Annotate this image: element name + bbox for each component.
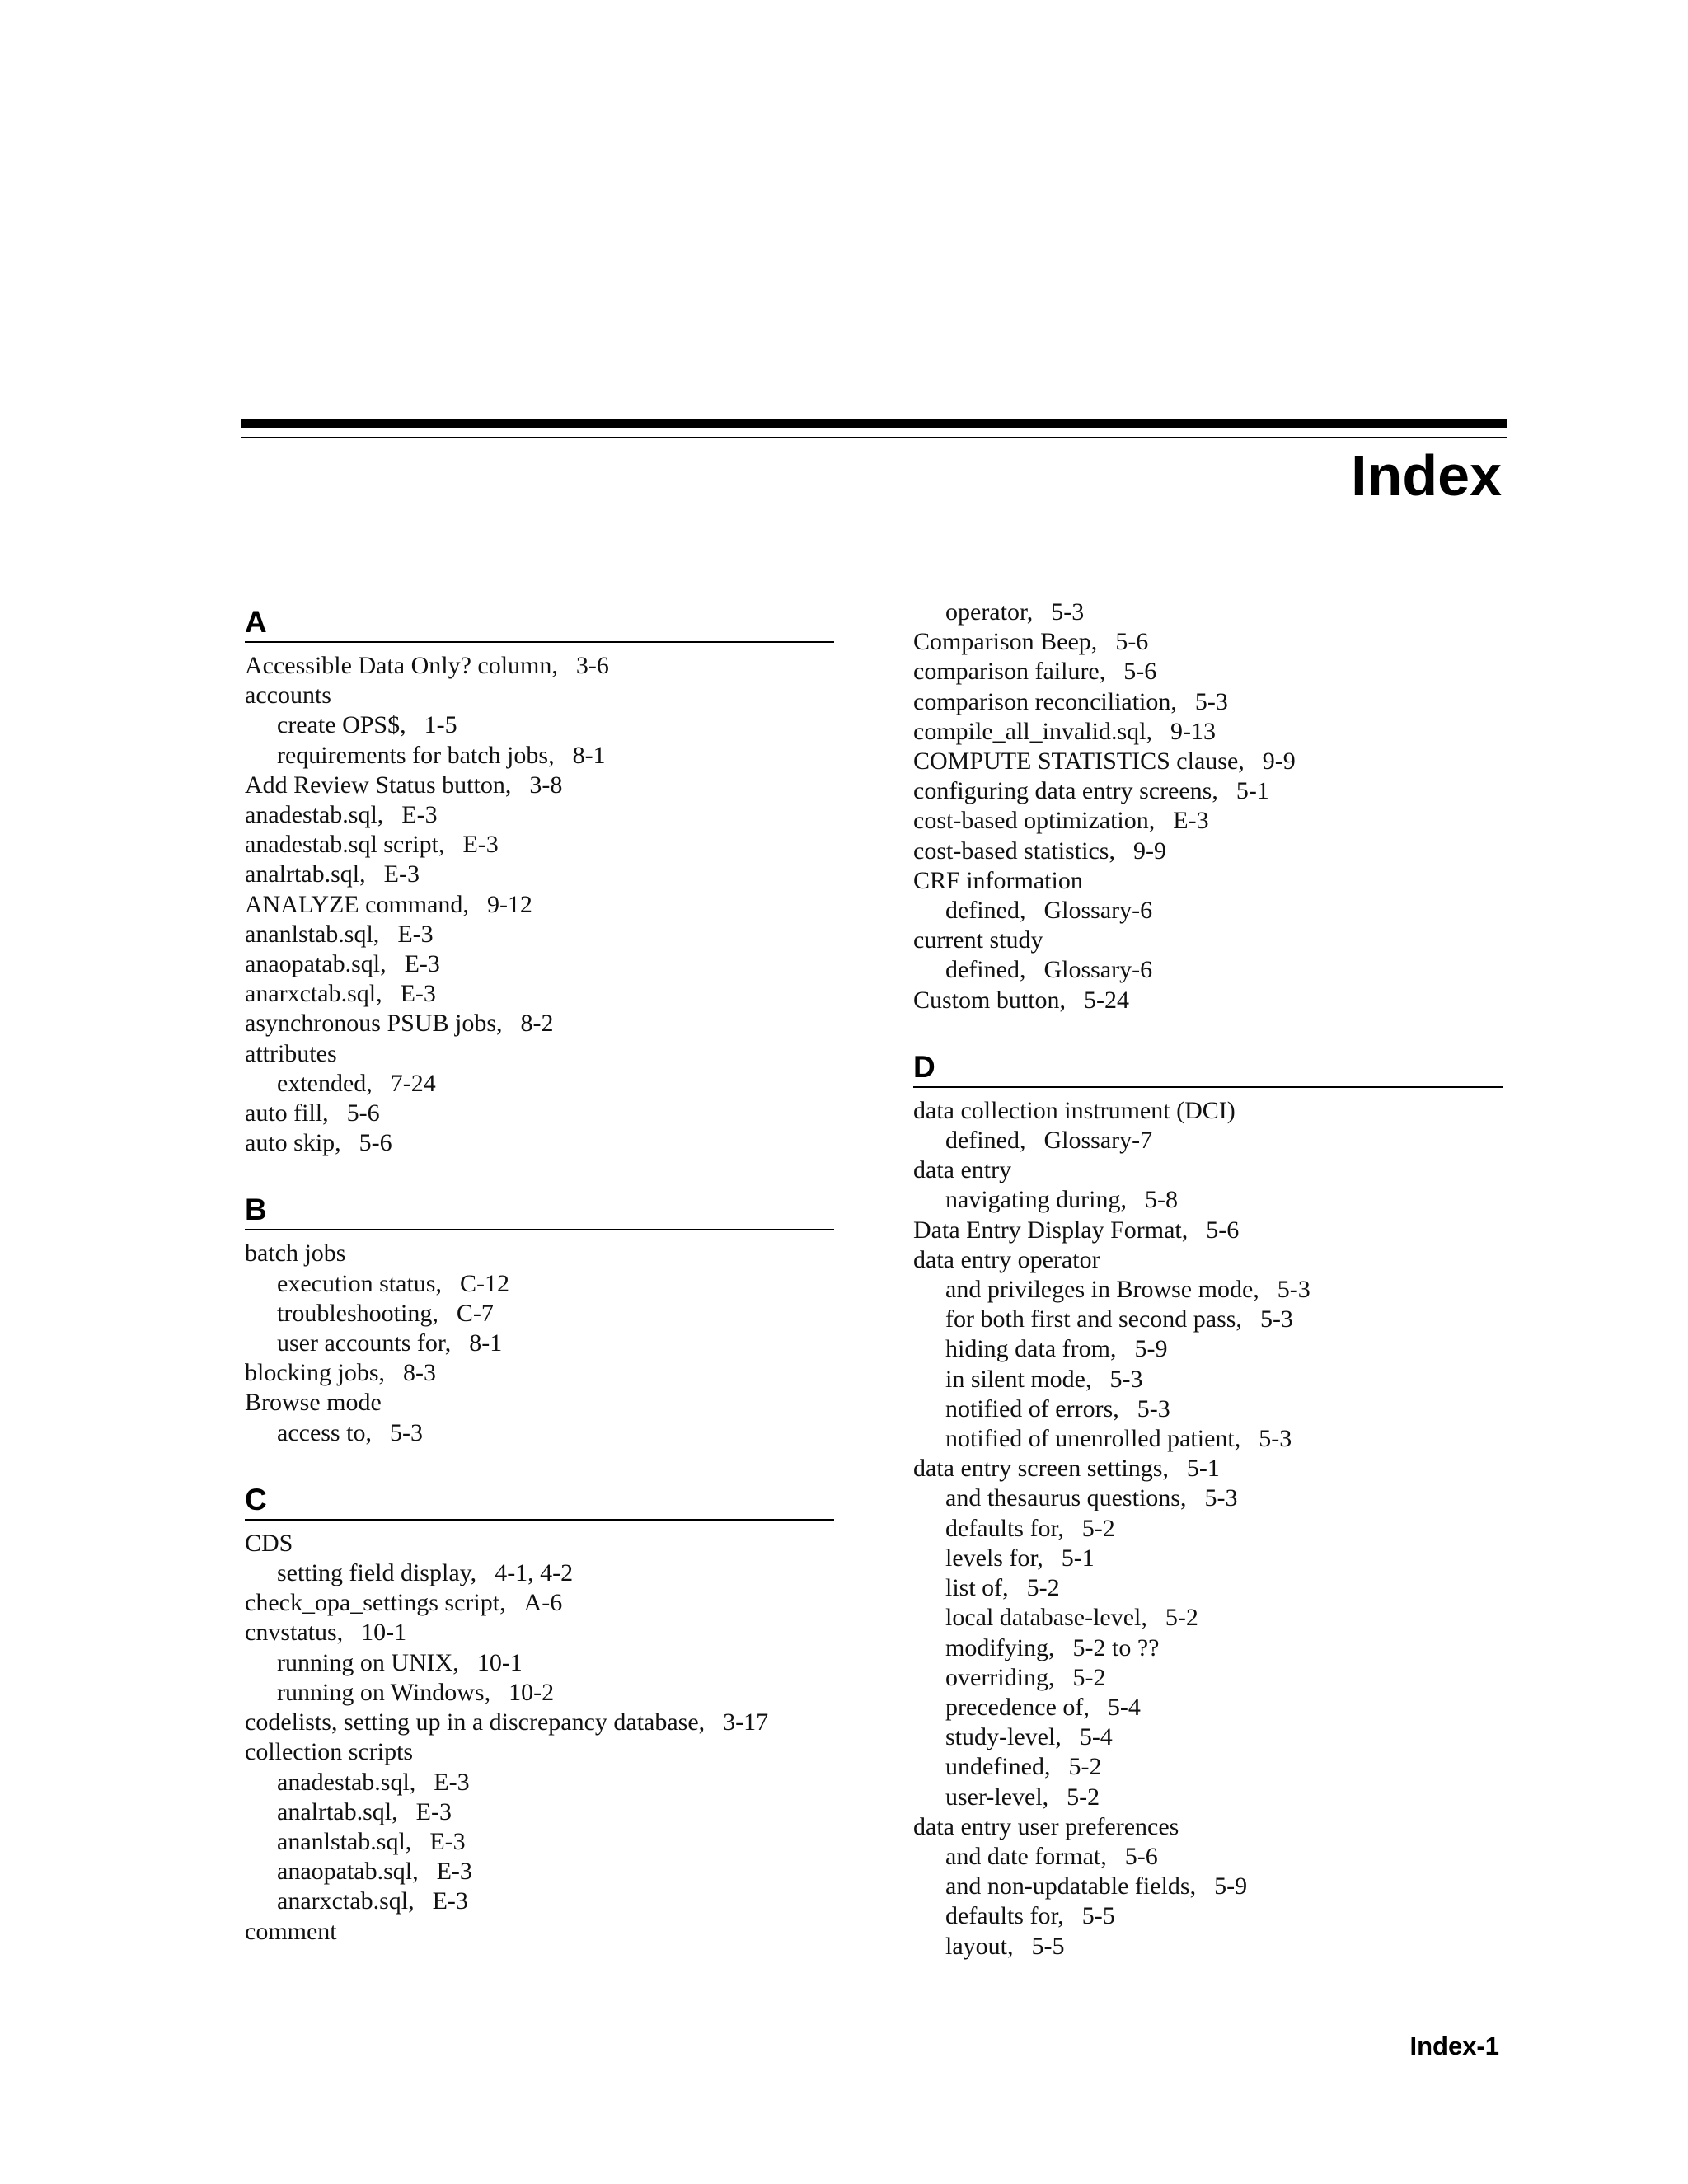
index-subentry (913, 1424, 1503, 1454)
index-entry (913, 1155, 1503, 1185)
index-term: data entry operator (913, 1245, 1100, 1273)
index-term: data collection instrument (DCI) (913, 1096, 1236, 1124)
index-entry (245, 651, 834, 681)
index-entry (913, 1216, 1503, 1245)
index-subentry (245, 1827, 834, 1857)
index-section-heading: D (913, 1043, 1503, 1088)
title-rule-thick (241, 419, 1507, 428)
index-entry (245, 771, 834, 800)
index-term: setting field display, (277, 1559, 477, 1587)
index-term: anarxctab.sql, (277, 1887, 415, 1915)
page-reference: 10-1 (361, 1619, 407, 1647)
page-reference: 5-8 (1144, 1186, 1178, 1214)
index-subentry (245, 1857, 834, 1886)
index-term: running on Windows, (277, 1678, 491, 1706)
index-entry (913, 806, 1503, 836)
index-term: Accessible Data Only? column, (245, 652, 558, 679)
index-subentry (913, 1483, 1503, 1513)
index-term: layout, (945, 1932, 1014, 1960)
index-section-heading: C (245, 1475, 834, 1521)
index-section-heading: A (245, 598, 834, 643)
index-term: codelists, setting up in a discrepancy database, (245, 1708, 706, 1736)
index-subentry (913, 1185, 1503, 1215)
index-term: accounts (245, 682, 331, 710)
index-term: study-level, (945, 1723, 1062, 1751)
index-entry (913, 687, 1503, 717)
index-term: analrtab.sql, (277, 1797, 398, 1825)
index-term: running on UNIX, (277, 1648, 459, 1676)
index-term: defined, (945, 897, 1026, 925)
index-term: comparison reconciliation, (913, 687, 1177, 715)
index-term: defined, (945, 956, 1026, 984)
page-reference: C-12 (459, 1269, 509, 1297)
index-subentry (913, 1842, 1503, 1872)
index-entry (245, 1917, 834, 1947)
index-term: anadestab.sql, (277, 1768, 416, 1796)
page-reference: 5-2 (1026, 1574, 1060, 1602)
index-column-right (913, 598, 1503, 1961)
index-term: undefined, (945, 1753, 1051, 1781)
index-term: list of, (945, 1574, 1009, 1602)
index-entry (245, 1388, 834, 1418)
index-term: precedence of, (945, 1693, 1090, 1721)
page-reference: 5-5 (1081, 1902, 1115, 1930)
page-reference: E-3 (404, 950, 440, 978)
page-reference: A-6 (523, 1589, 563, 1617)
page-reference: Glossary-6 (1043, 956, 1153, 984)
section-spacer (245, 1158, 834, 1185)
page-reference: 5-3 (1137, 1394, 1170, 1422)
page-reference: E-3 (383, 860, 420, 888)
page-reference: 9-13 (1170, 717, 1216, 745)
index-entry (245, 1099, 834, 1128)
index-term: defaults for, (945, 1514, 1064, 1542)
page-reference: 5-1 (1186, 1455, 1220, 1483)
index-subentry (245, 1768, 834, 1797)
index-entry (913, 986, 1503, 1015)
index-column-left (245, 598, 834, 1947)
index-term: data entry screen settings, (913, 1455, 1169, 1483)
page-reference: E-3 (436, 1858, 472, 1886)
index-term: and thesaurus questions, (945, 1484, 1187, 1512)
index-term: defaults for, (945, 1902, 1064, 1930)
index-term: cost-based optimization, (913, 807, 1156, 835)
index-entry (245, 1239, 834, 1268)
page-reference: 5-2 (1081, 1514, 1115, 1542)
page-reference: 5-2 (1067, 1783, 1100, 1811)
index-term: auto fill, (245, 1099, 329, 1127)
index-subentry (245, 1797, 834, 1827)
index-term: configuring data entry screens, (913, 777, 1218, 805)
page-reference: E-3 (462, 831, 499, 859)
section-spacer (245, 1448, 834, 1475)
index-term: notified of errors, (945, 1394, 1119, 1422)
index-term: comment (245, 1917, 337, 1945)
page-title: Index (1351, 443, 1502, 508)
index-subentry (913, 1872, 1503, 1901)
index-subentry (245, 1648, 834, 1678)
page-reference: 5-1 (1061, 1544, 1095, 1572)
index-entry (913, 926, 1503, 955)
page-reference: 5-3 (389, 1418, 423, 1446)
index-term: navigating during, (945, 1186, 1127, 1214)
index-subentry (245, 741, 834, 771)
index-entry (245, 1009, 834, 1038)
index-subentry (245, 1418, 834, 1448)
index-term: overriding, (945, 1663, 1055, 1691)
index-term: anadestab.sql, (245, 801, 384, 829)
index-term: data entry (913, 1156, 1012, 1184)
index-entry (913, 1245, 1503, 1275)
page-reference: 5-6 (1115, 628, 1149, 656)
page-reference: 5-9 (1134, 1335, 1168, 1363)
index-term: anadestab.sql script, (245, 831, 445, 859)
index-term: cost-based statistics, (913, 837, 1115, 865)
index-term: CDS (245, 1529, 293, 1557)
page-reference: 5-5 (1031, 1932, 1065, 1960)
page-reference: E-3 (401, 801, 438, 829)
index-term: create OPS$, (277, 711, 406, 739)
index-entry (245, 1708, 834, 1737)
index-term: user accounts for, (277, 1329, 452, 1357)
index-term: Comparison Beep, (913, 628, 1098, 656)
index-subentry (913, 1573, 1503, 1603)
page-reference: E-3 (400, 980, 436, 1008)
index-subentry (913, 1334, 1503, 1364)
index-entry (245, 1529, 834, 1558)
page-reference: 5-3 (1051, 598, 1085, 626)
index-term: defined, (945, 1127, 1026, 1155)
page-reference: E-3 (415, 1797, 452, 1825)
index-entry (913, 776, 1503, 806)
page-reference: 3-6 (575, 652, 609, 679)
index-subentry (245, 1299, 834, 1329)
title-rule-thin (241, 437, 1507, 438)
index-entry (245, 1128, 834, 1158)
index-entry (913, 837, 1503, 866)
index-entry (245, 890, 834, 920)
index-term: for both first and second pass, (945, 1305, 1242, 1333)
section-spacer (913, 1015, 1503, 1043)
page-reference: 5-3 (1259, 1425, 1292, 1453)
index-term: collection scripts (245, 1738, 414, 1766)
page-number: Index-1 (1409, 2032, 1499, 2060)
index-entry (913, 747, 1503, 776)
index-term: data entry user preferences (913, 1812, 1179, 1840)
index-term: current study (913, 926, 1043, 954)
page-reference: 1-5 (424, 711, 457, 739)
index-term: and privileges in Browse mode, (945, 1276, 1259, 1304)
index-subentry (913, 1603, 1503, 1633)
page-reference: 4-1, 4-2 (495, 1559, 574, 1587)
index-subentry (913, 1783, 1503, 1812)
page-reference: 10-1 (476, 1648, 523, 1676)
index-term: modifying, (945, 1633, 1055, 1661)
index-subentry (913, 1305, 1503, 1334)
page-reference: 5-6 (346, 1099, 380, 1127)
page-reference: 3-17 (723, 1708, 769, 1736)
page-reference: 7-24 (390, 1069, 436, 1097)
page-reference: 5-3 (1204, 1484, 1238, 1512)
index-term: ANALYZE command, (245, 890, 469, 918)
index-subentry (913, 1752, 1503, 1782)
page-reference: 5-6 (1124, 1842, 1158, 1870)
index-term: execution status, (277, 1269, 442, 1297)
index-subentry (913, 1394, 1503, 1424)
index-subentry (245, 1558, 834, 1588)
index-entry (245, 681, 834, 710)
index-term: asynchronous PSUB jobs, (245, 1010, 503, 1038)
index-entry (245, 920, 834, 949)
index-term: compile_all_invalid.sql, (913, 717, 1152, 745)
page-reference: 5-2 (1072, 1663, 1106, 1691)
page-reference: 5-9 (1214, 1872, 1248, 1900)
page-reference: 5-3 (1109, 1365, 1143, 1393)
index-entry (913, 717, 1503, 747)
page-reference: 5-1 (1236, 777, 1269, 805)
index-term: levels for, (945, 1544, 1043, 1572)
index-subentry (245, 1678, 834, 1708)
index-subentry (913, 1932, 1503, 1961)
page-reference: 8-1 (469, 1329, 503, 1357)
index-term: anaopatab.sql, (245, 950, 387, 978)
page-reference: E-3 (429, 1827, 466, 1855)
index-term: blocking jobs, (245, 1359, 385, 1387)
page-reference: Glossary-7 (1043, 1127, 1153, 1155)
index-entry (245, 800, 834, 830)
index-term: in silent mode, (945, 1365, 1092, 1393)
page-reference: 9-12 (486, 890, 532, 918)
index-term: local database-level, (945, 1604, 1147, 1632)
index-subentry (245, 1269, 834, 1299)
index-entry (245, 1737, 834, 1767)
index-term: Data Entry Display Format, (913, 1216, 1189, 1244)
index-section-heading: B (245, 1185, 834, 1230)
index-subentry (913, 1901, 1503, 1931)
index-term: notified of unenrolled patient, (945, 1425, 1241, 1453)
page-reference: 5-6 (359, 1129, 392, 1157)
index-entry (245, 949, 834, 979)
page-reference: 5-3 (1277, 1276, 1311, 1304)
index-term: operator, (945, 598, 1034, 626)
page-reference: 8-3 (403, 1359, 436, 1387)
index-subentry (245, 710, 834, 740)
page-reference: 5-2 to ?? (1072, 1633, 1160, 1661)
index-entry (913, 627, 1503, 657)
index-subentry (913, 1365, 1503, 1394)
index-entry (913, 866, 1503, 896)
index-entry (913, 1454, 1503, 1483)
index-subentry (245, 1886, 834, 1916)
page-reference: 5-4 (1079, 1723, 1113, 1751)
page-reference: Glossary-6 (1043, 897, 1153, 925)
page-reference: 9-9 (1262, 748, 1296, 776)
index-term: ananlstab.sql, (277, 1827, 412, 1855)
index-term: Browse mode (245, 1389, 382, 1417)
index-term: extended, (277, 1069, 373, 1097)
index-term: and non-updatable fields, (945, 1872, 1197, 1900)
index-subentry (913, 1663, 1503, 1693)
index-term: and date format, (945, 1842, 1107, 1870)
page-reference: 5-3 (1259, 1305, 1293, 1333)
index-term: Add Review Status button, (245, 771, 512, 799)
index-subentry (913, 1514, 1503, 1544)
index-term: batch jobs (245, 1240, 346, 1268)
index-term: CRF information (913, 866, 1083, 894)
page-reference: 5-4 (1107, 1693, 1141, 1721)
index-subentry (245, 1329, 834, 1358)
page-reference: 10-2 (509, 1678, 555, 1706)
index-term: user-level, (945, 1783, 1049, 1811)
index-entry (245, 1588, 834, 1618)
index-term: comparison failure, (913, 658, 1106, 686)
index-subentry (913, 1126, 1503, 1155)
index-term: requirements for batch jobs, (277, 741, 555, 769)
index-term: cnvstatus, (245, 1619, 344, 1647)
index-term: access to, (277, 1418, 372, 1446)
page-reference: 5-2 (1165, 1604, 1198, 1632)
page-reference: 5-6 (1123, 658, 1157, 686)
page-reference: 5-24 (1084, 986, 1130, 1014)
page-reference: E-3 (397, 920, 434, 948)
index-entry (913, 1812, 1503, 1842)
page-reference: E-3 (432, 1887, 468, 1915)
index-term: troubleshooting, (277, 1299, 438, 1327)
index-subentry (245, 1069, 834, 1099)
index-term: Custom button, (913, 986, 1067, 1014)
index-subentry (913, 955, 1503, 985)
index-entry (245, 979, 834, 1009)
index-entry (245, 830, 834, 860)
index-term: hiding data from, (945, 1335, 1117, 1363)
index-term: COMPUTE STATISTICS clause, (913, 748, 1245, 776)
index-subentry (913, 896, 1503, 926)
index-entry (245, 1618, 834, 1647)
index-term: anaopatab.sql, (277, 1858, 419, 1886)
index-subentry (913, 1633, 1503, 1663)
page-reference: 5-3 (1194, 687, 1228, 715)
index-subentry (913, 1544, 1503, 1573)
index-entry (245, 1039, 834, 1069)
index-term: attributes (245, 1039, 337, 1067)
page-reference: C-7 (456, 1299, 494, 1327)
index-entry (913, 657, 1503, 687)
index-term: check_opa_settings script, (245, 1589, 506, 1617)
index-subentry (913, 1722, 1503, 1752)
page-reference: 3-8 (529, 771, 563, 799)
index-subentry (913, 1275, 1503, 1305)
page-reference: 8-1 (572, 741, 606, 769)
page-reference: 9-9 (1132, 837, 1166, 865)
index-entry (245, 860, 834, 889)
index-term: auto skip, (245, 1129, 341, 1157)
index-term: ananlstab.sql, (245, 920, 380, 948)
page-reference: E-3 (1173, 807, 1209, 835)
page-reference: 5-2 (1068, 1753, 1102, 1781)
page-reference: 5-6 (1206, 1216, 1240, 1244)
page-reference: 8-2 (520, 1010, 554, 1038)
index-term: analrtab.sql, (245, 860, 366, 888)
index-term: anarxctab.sql, (245, 980, 382, 1008)
index-subentry (913, 1693, 1503, 1722)
index-entry (245, 1358, 834, 1388)
index-entry (913, 1096, 1503, 1126)
page-reference: E-3 (434, 1768, 470, 1796)
index-subentry (913, 598, 1503, 627)
